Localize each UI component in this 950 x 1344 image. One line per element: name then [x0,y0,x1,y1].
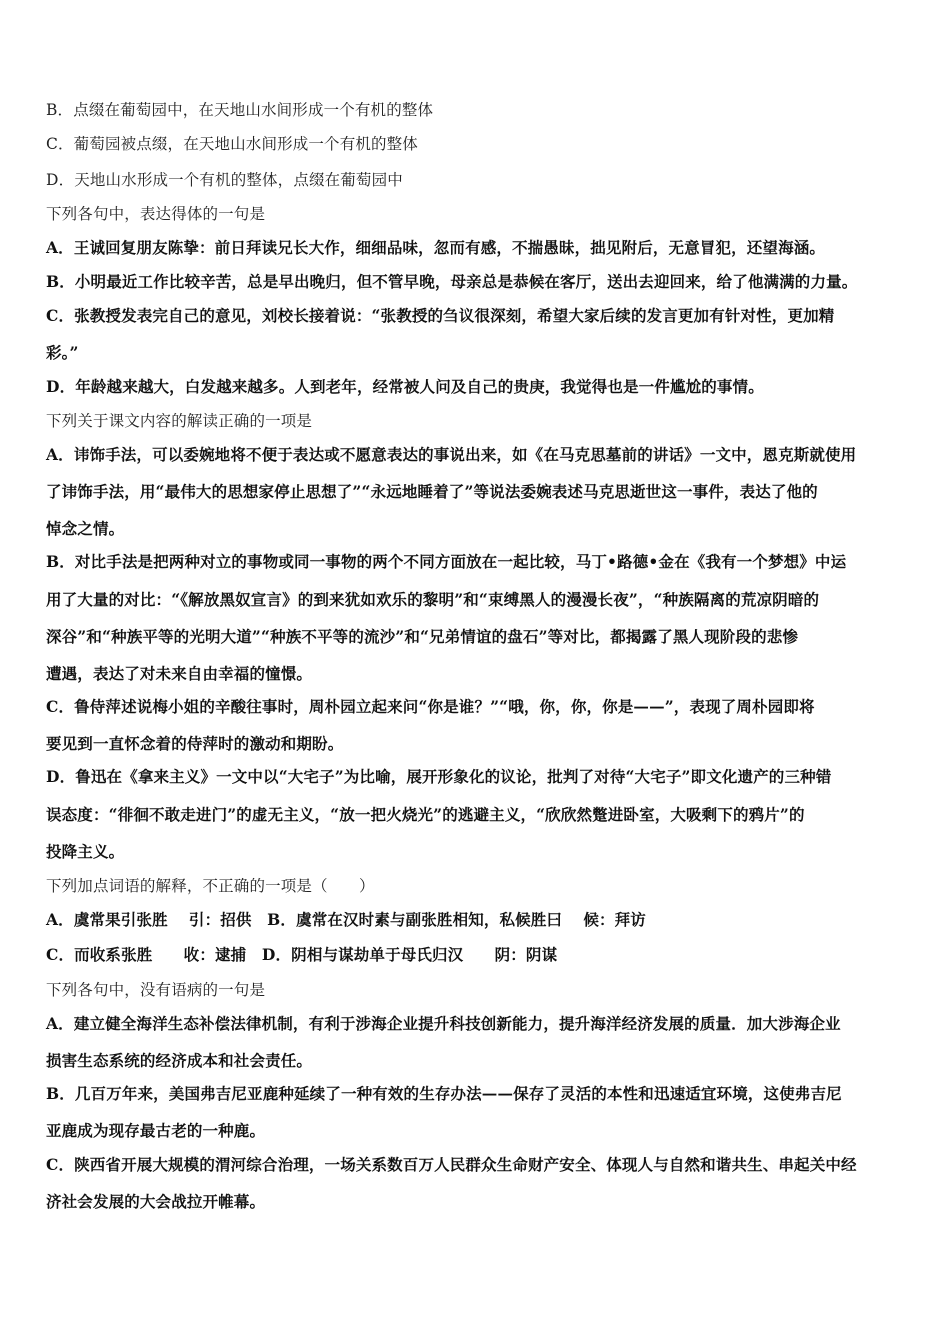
answer-line: C．张教授发表完自己的意见，刘校长接着说：“张教授的刍议很深刻，希望大家后续的发言更加有针对性，更加精 [46,306,835,325]
question-heading: 下列各句中，表达得体的一句是 [46,205,266,223]
question-heading: 下列各句中，没有语病的一句是 [46,981,266,999]
answer-line: A．王诚回复朋友陈挚：前日拜读兄长大作，细细品味，忽而有感，不揣愚昧，拙见附后，无意冒犯，还望海涵。 [46,238,826,257]
answer-line: B．小明最近工作比较辛苦，总是早出晚归，但不管早晚，母亲总是恭候在客厅，送出去迎回来，给了他满满的力量。 [46,272,858,291]
option-c-text: C．葡萄园被点缀，在天地山水间形成一个有机的整体 [46,135,418,153]
answer-line: 要见到一直怀念着的侍萍时的激动和期盼。 [46,734,344,753]
question-heading: 下列加点词语的解释，不正确的一项是（ ） [46,877,375,895]
option-b-text: B．点缀在葡萄园中，在天地山水间形成一个有机的整体 [46,101,434,119]
answer-line: 彩。” [46,343,79,362]
answer-line: 悼念之情。 [46,519,125,538]
answer-line: 深谷”和“种族平等的光明大道”“种族不平等的流沙”和“兄弟情谊的盘石”等对比，都揭露了黑人现阶段的悲惨 [46,627,799,646]
answer-line: 损害生态系统的经济成本和社会责任。 [46,1051,313,1070]
answer-line: 了讳饰手法，用“最伟大的思想家停止思想了”“永远地睡着了”等说法委婉表述马克思逝世这一事件，表达了他的 [46,482,818,501]
answer-line: 遭遇，表达了对未来自由幸福的憧憬。 [46,664,313,683]
answer-line: 亚鹿成为现存最古老的一种鹿。 [46,1121,266,1140]
answer-line: 投降主义。 [46,842,125,861]
question-heading: 下列关于课文内容的解读正确的一项是 [46,412,313,430]
answer-line: A．建立健全海洋生态补偿法律机制，有利于涉海企业提升科技创新能力，提升海洋经济发展的质量．加大涉海企业 [46,1014,841,1033]
answer-line: B．对比手法是把两种对立的事物或同一事物的两个不同方面放在一起比较，马丁•路德•金在《我有一个梦想》中运 [46,552,847,571]
answer-line: D．年龄越来越大，白发越来越多。人到老年，经常被人问及自己的贵庚，我觉得也是一件尴尬的事情。 [46,377,764,396]
answer-line: 用了大量的对比：“《解放黑奴宣言》的到来犹如欢乐的黎明”和“束缚黑人的漫漫长夜”，“种族隔离的荒凉阴暗的 [46,590,820,609]
option-d-text: D．天地山水形成一个有机的整体，点缀在葡萄园中 [46,171,403,189]
answer-line: B．几百万年来，美国弗吉尼亚鹿种延续了一种有效的生存办法——保存了灵活的本性和迅速适宜环境，这使弗吉尼 [46,1084,842,1103]
answer-line: C．而收系张胜 收：逮捕 D．阴相与谋劫单于母氏归汉 阴：阴谋 [46,945,558,964]
answer-line: 济社会发展的大会战拉开帷幕。 [46,1192,266,1211]
answer-line: A．虞常果引张胜 引：招供 B．虞常在汉时素与副张胜相知，私候胜曰 候：拜访 [46,910,646,929]
answer-line: A．讳饰手法，可以委婉地将不便于表达或不愿意表达的事说出来，如《在马克思墓前的讲话》一文中，恩克斯就使用 [46,445,857,464]
answer-line: D．鲁迅在《拿来主义》一文中以“大宅子”为比喻，展开形象化的议论，批判了对待“大宅子”即文化遗产的三种错 [46,767,832,786]
answer-line: C．陕西省开展大规模的渭河综合治理，一场关系数百万人民群众生命财产安全、体现人与自然和谐共生、串起关中经 [46,1155,857,1174]
answer-line: C．鲁侍萍述说梅小姐的辛酸往事时，周朴园立起来问“你是谁？”“哦，你，你，你是——”，表现了周朴园即将 [46,697,815,716]
answer-line: 误态度：“徘徊不敢走进门”的虚无主义，“放一把火烧光”的逃避主义，“欣欣然蹩进卧室，大吸剩下的鸦片”的 [46,805,805,824]
